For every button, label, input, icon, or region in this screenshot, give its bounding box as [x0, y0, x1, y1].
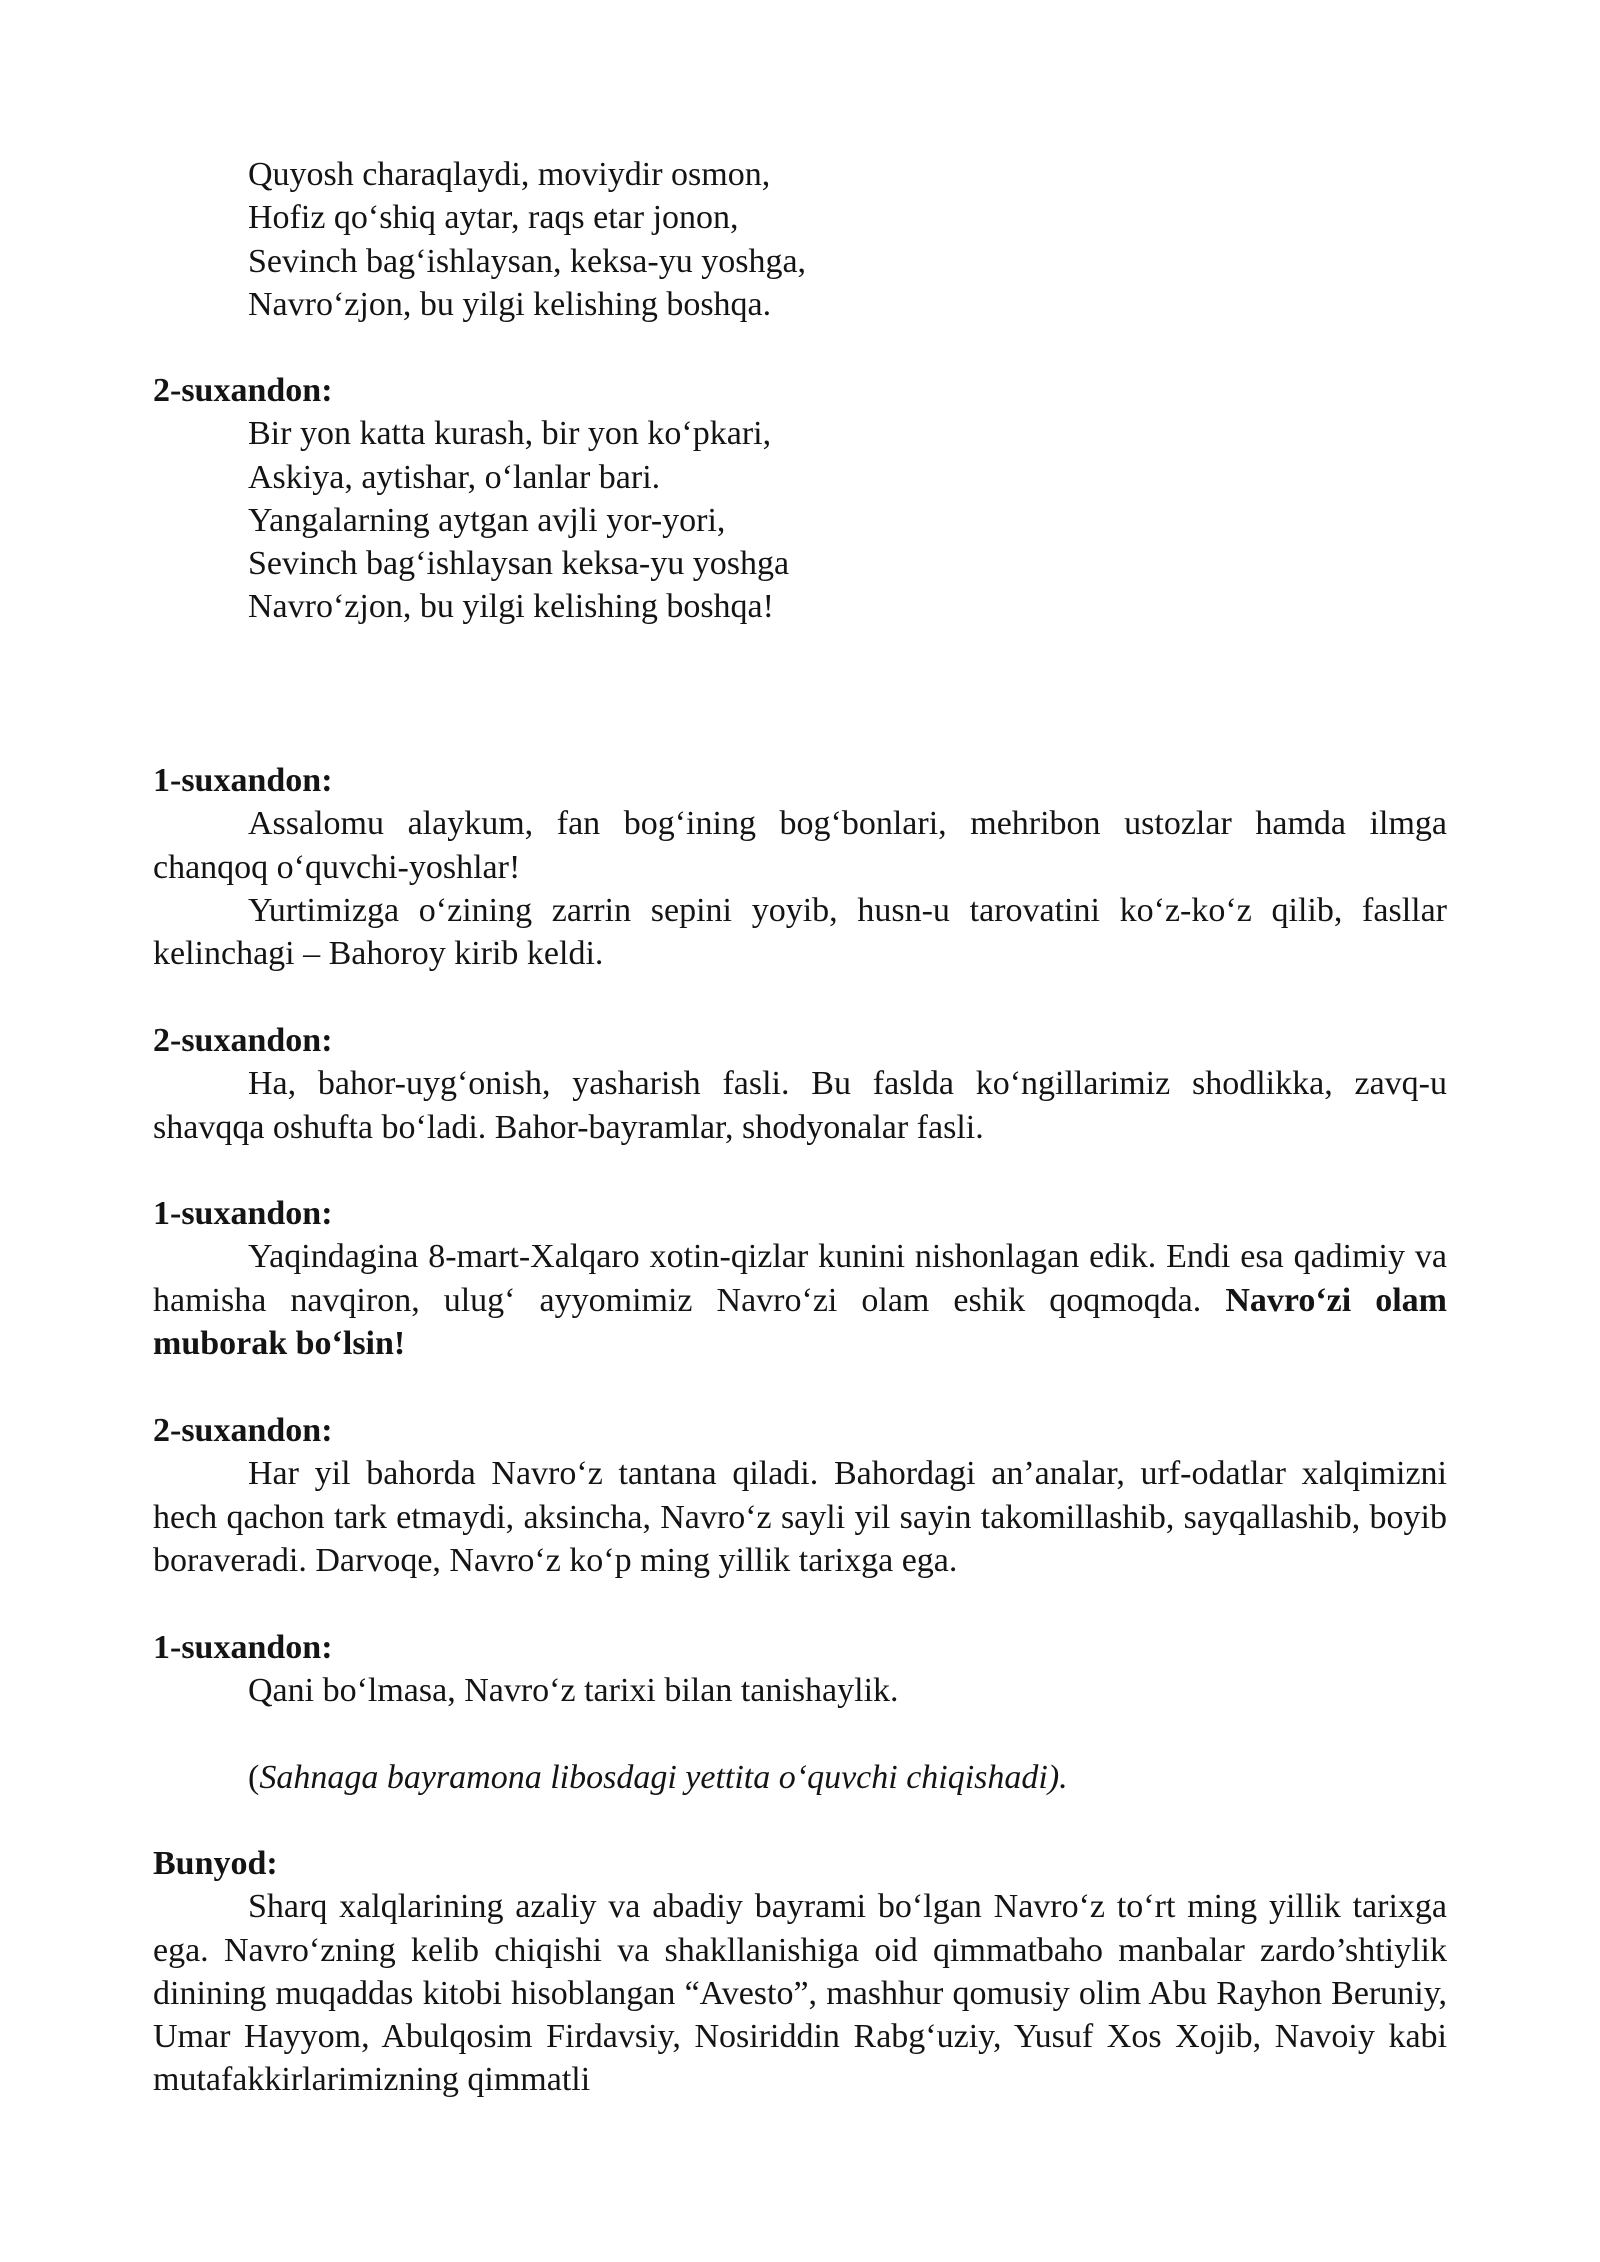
verse-line: Hofiz qo‘shiq aytar, raqs etar jonon,: [248, 199, 739, 237]
paragraph-text: Yaqindagina 8-mart-Xalqaro xotin-qizlar kunini nishonlagan edik. Endi esa qadimiy va hamisha navqiron, ulug‘ ayyomimiz Navro‘zi olam eshik qoqmoqda.: [153, 1238, 1447, 1319]
speaker-label: Bunyod:: [153, 1845, 278, 1882]
verse-line: Quyosh charaqlaydi, moviydir osmon,: [248, 156, 771, 193]
paragraph: Qani bo‘lmasa, Navro‘z tarixi bilan tanishaylik.: [248, 1672, 899, 1710]
dialogue-section: [153, 1842, 1447, 2102]
speaker-label: 1-suxandon:: [153, 1195, 333, 1232]
speaker-label: 1-suxandon:: [153, 1629, 333, 1666]
stage-open: (: [248, 1758, 260, 1796]
verse-line: Navro‘zjon, bu yilgi kelishing boshqa.: [248, 285, 772, 323]
verse-line: Yangalarning aytgan avjli yor-yori,: [248, 501, 726, 539]
speaker-label: 2-suxandon:: [153, 372, 333, 409]
paragraph: Har yil bahorda Navro‘z tantana qiladi. Bahordagi an’analar, urf-odatlar xalqimizni hech qachon tark etmaydi, aksincha, Navro‘z sayli yil sayin takomillashib, sayqallashib, boyib boraveradi. Darvoqe, Navro‘z ko‘p ming yillik tarixga ega.: [153, 1455, 1447, 1579]
verse-line: Askiya, aytishar, o‘lanlar bari.: [248, 458, 661, 496]
speaker-label: 2-suxandon:: [153, 1022, 333, 1059]
dialogue-section: [153, 759, 1447, 975]
paragraph: [153, 1235, 1447, 1365]
speaker-label: 2-suxandon:: [153, 1412, 333, 1449]
paragraph: Sharq xalqlarining azaliy va abadiy bayrami bo‘lgan Navro‘z to‘rt ming yillik tarixga ega. Navro‘zning kelib chiqishi va shakllanishiga oid qimmatbaho manbalar zardo’shtiylik dinining muqaddas kitobi hisoblangan “Avesto”, mashhur qomusiy olim Abu Rayhon Beruniy, Umar Hayyom, Abulqosim Firdavsiy, Nosiriddin Rabg‘uziy, Yusuf Xos Xojib, Navoiy kabi mutafakkirlarimizning qimmatli: [153, 1888, 1447, 2099]
stage-direction-text: Sahnaga bayramona libosdagi yettita o‘quvchi chiqishadi).: [259, 1758, 1068, 1796]
paragraph: Ha, bahor-uyg‘onish, yasharish fasli. Bu faslda ko‘ngillarimiz shodlikka, zavq-u shavqqa oshufta bo‘ladi. Bahor-bayramlar, shodyonalar fasli.: [153, 1065, 1447, 1146]
verse-line: Navro‘zjon, bu yilgi kelishing boshqa!: [248, 588, 774, 626]
stage-direction: [153, 1756, 1447, 1799]
dialogue-section: [153, 1019, 1447, 1149]
paragraph: Assalomu alaykum, fan bog‘ining bog‘bonlari, mehribon ustozlar hamda ilmga chanqoq o‘quvchi-yoshlar!: [153, 805, 1447, 886]
verse-line: Sevinch bag‘ishlaysan, keksa-yu yoshga,: [248, 242, 807, 280]
paragraph: Yurtimizga o‘zining zarrin sepini yoyib, husn-u tarovatini ko‘z-ko‘z qilib, fasllar kelinchagi – Bahoroy kirib keldi.: [153, 891, 1447, 973]
verse-line: Bir yon katta kurash, bir yon ko‘pkari,: [248, 415, 772, 453]
second-verse: [153, 369, 1447, 629]
opening-verse: [153, 153, 1447, 326]
dialogue-section: [153, 1626, 1447, 1799]
verse-line: Sevinch bag‘ishlaysan keksa-yu yoshga: [248, 545, 790, 583]
dialogue-section: [153, 1192, 1447, 1365]
greeting-bold: Navro‘zi olam muborak bo‘lsin!: [153, 1281, 1448, 1362]
speaker-label: 1-suxandon:: [153, 762, 333, 799]
dialogue-section: [153, 1409, 1447, 1582]
